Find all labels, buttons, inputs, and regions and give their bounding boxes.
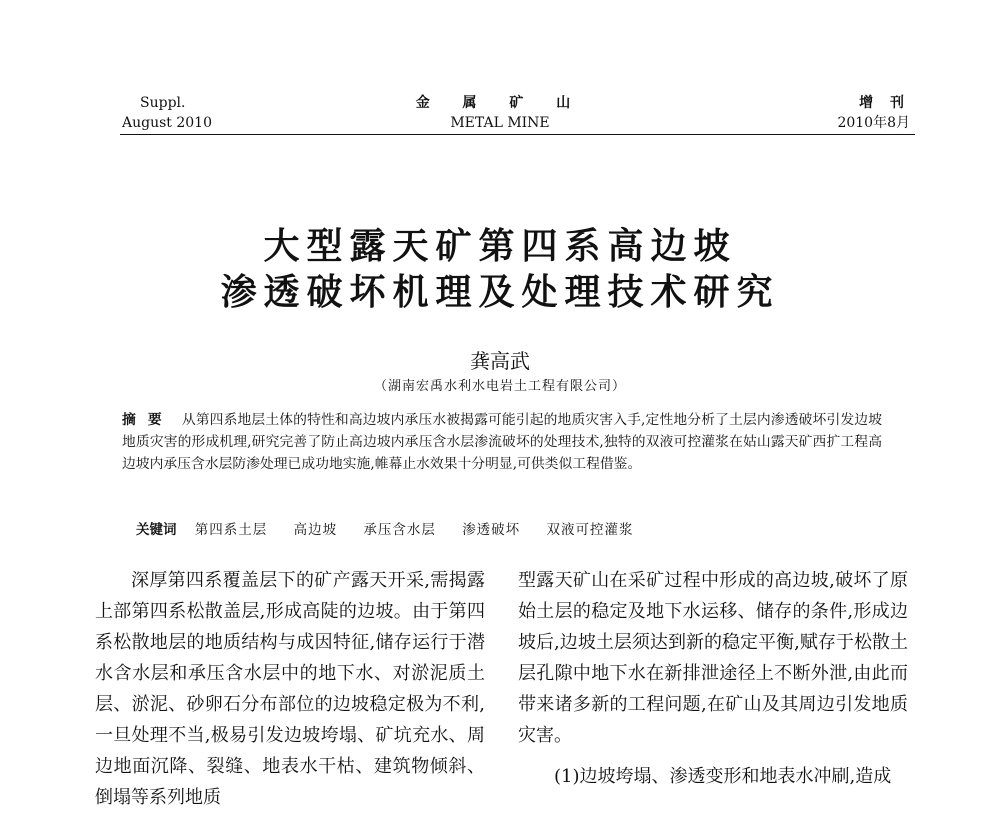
journal-supplement-cn: 增 刊	[859, 95, 910, 111]
journal-supplement-label: Suppl.	[140, 95, 186, 111]
journal-name-en: METAL MINE	[450, 115, 550, 131]
journal-date-cn: 2010年8月	[837, 115, 910, 131]
body-paragraph: 深厚第四系覆盖层下的矿产露天开采,需揭露上部第四系松散盖层,形成高陡的边坡。由于第四系松散地层的地质结构与成因特征,储存运行于潜水含水层和承压含水层中的地下水、对淤泥质土层、淤泥、砂卵石分布部位的边坡稳定极为不利,一旦处理不当,极易引发边坡垮塌、矿坑充水、周边地面沉降、裂缝、地表水干枯、建筑物倾斜、倒塌等系列地质	[95, 570, 485, 808]
author-affiliation: （湖南宏禹水利水电岩土工程有限公司）	[373, 379, 626, 394]
keyword: 双液可控灌浆	[546, 522, 634, 538]
keyword: 高边坡	[293, 522, 338, 538]
keyword: 渗透破坏	[462, 522, 521, 538]
journal-date-en: August 2010	[122, 115, 212, 131]
body-paragraph: (1)边坡垮塌、渗透变形和地表水冲刷,造成	[554, 766, 892, 787]
journal-name-cn: 金 属 矿 山	[415, 95, 585, 111]
title-line-2: 渗透破坏机理及处理技术研究	[220, 271, 780, 313]
body-left-column	[95, 565, 485, 813]
abstract	[122, 409, 882, 475]
keyword: 第四系土层	[194, 522, 268, 538]
body-paragraph: 型露天矿山在采矿过程中形成的高边坡,破坏了原始土层的稳定及地下水运移、储存的条件,形成边坡后,边坡土层须达到新的稳定平衡,赋存于松散土层孔隙中地下水在新排泄途径上不断外泄,由此而带来诸多新的工程问题,在矿山及其周边引发地质灾害。	[518, 570, 908, 746]
keyword: 承压含水层	[363, 522, 436, 538]
keywords	[136, 518, 655, 538]
header-rule	[120, 134, 915, 135]
title-line-1: 大型露天矿第四系高边坡	[263, 225, 737, 267]
author-name: 龚高武	[470, 349, 530, 373]
abstract-label: 摘要	[122, 412, 174, 428]
body-right-column	[518, 565, 908, 792]
abstract-text: 从第四系地层土体的特性和高边坡内承压水被揭露可能引起的地质灾害入手,定性地分析了土层内渗透破坏引发边坡地质灾害的形成机理,研究完善了防止高边坡内承压含水层渗流破坏的处理技术,独特的双液可控灌浆在姑山露天矿西扩工程高边坡内承压含水层防渗处理已成功地实施,帷幕止水效果十分明显,可供类似工程借鉴。	[122, 412, 883, 472]
keywords-label: 关键词	[136, 522, 177, 538]
